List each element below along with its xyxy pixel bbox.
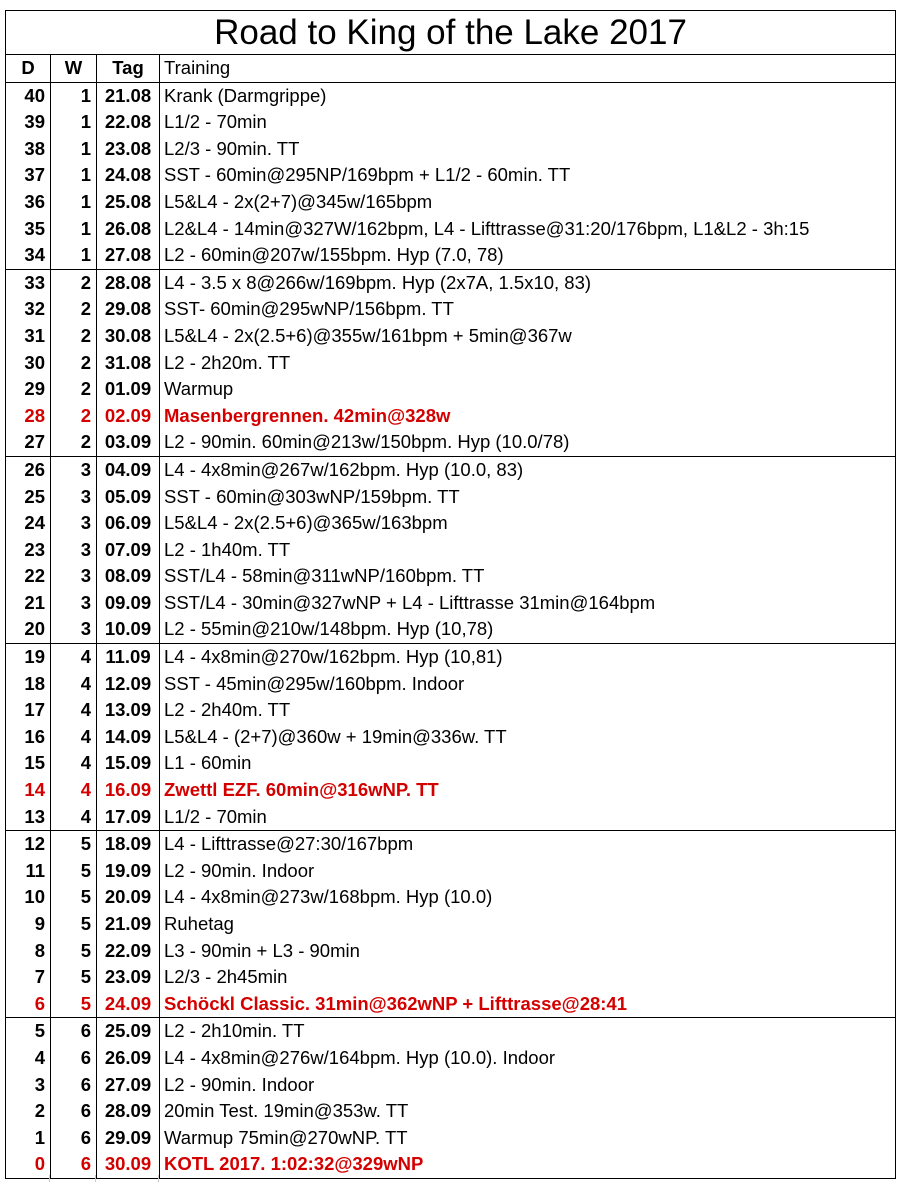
week-cell: 1 <box>51 242 97 269</box>
training-cell: L5&L4 - 2x(2.5+6)@355w/161bpm + 5min@367w <box>160 323 896 350</box>
day-cell: 33 <box>6 269 51 296</box>
table-row <box>6 350 896 377</box>
week-cell: 5 <box>51 884 97 911</box>
week-cell: 3 <box>51 563 97 590</box>
day-cell: 0 <box>6 1151 51 1178</box>
day-cell: 6 <box>6 991 51 1018</box>
week-cell: 4 <box>51 804 97 831</box>
training-cell: SST/L4 - 30min@327wNP + L4 - Lifttrasse 31min@164bpm <box>160 590 896 617</box>
table-row <box>6 858 896 885</box>
date-cell: 19.09 <box>97 858 160 885</box>
day-cell: 35 <box>6 216 51 243</box>
day-cell: 39 <box>6 109 51 136</box>
training-cell: SST - 45min@295w/160bpm. Indoor <box>160 671 896 698</box>
week-cell: 5 <box>51 831 97 858</box>
table-row <box>6 671 896 698</box>
training-cell: SST- 60min@295wNP/156bpm. TT <box>160 296 896 323</box>
day-cell: 7 <box>6 964 51 991</box>
column-header-training: Training <box>160 55 896 83</box>
table-row <box>6 189 896 216</box>
week-cell: 4 <box>51 777 97 804</box>
day-cell: 40 <box>6 82 51 109</box>
gridline <box>95 1175 96 1182</box>
week-cell: 2 <box>51 403 97 430</box>
date-cell: 28.09 <box>97 1098 160 1125</box>
day-cell: 22 <box>6 563 51 590</box>
date-cell: 02.09 <box>97 403 160 430</box>
week-cell: 2 <box>51 323 97 350</box>
week-cell: 3 <box>51 510 97 537</box>
training-cell: L4 - 3.5 x 8@266w/169bpm. Hyp (2x7A, 1.5x10, 83) <box>160 269 896 296</box>
day-cell: 9 <box>6 911 51 938</box>
week-cell: 3 <box>51 616 97 643</box>
day-cell: 5 <box>6 1018 51 1045</box>
date-cell: 29.08 <box>97 296 160 323</box>
week-cell: 6 <box>51 1125 97 1152</box>
date-cell: 30.08 <box>97 323 160 350</box>
table-row <box>6 724 896 751</box>
week-cell: 2 <box>51 429 97 456</box>
date-cell: 15.09 <box>97 750 160 777</box>
day-cell: 1 <box>6 1125 51 1152</box>
table-row <box>6 537 896 564</box>
day-cell: 2 <box>6 1098 51 1125</box>
week-cell: 1 <box>51 109 97 136</box>
training-table <box>5 10 896 1179</box>
date-cell: 14.09 <box>97 724 160 751</box>
training-cell: L1/2 - 70min <box>160 109 896 136</box>
training-cell: SST/L4 - 58min@311wNP/160bpm. TT <box>160 563 896 590</box>
training-cell: L2/3 - 2h45min <box>160 964 896 991</box>
week-cell: 3 <box>51 537 97 564</box>
table-row <box>6 616 896 643</box>
table-row <box>6 456 896 483</box>
week-cell: 4 <box>51 724 97 751</box>
title-row <box>6 11 896 55</box>
day-cell: 34 <box>6 242 51 269</box>
table-row <box>6 831 896 858</box>
training-cell: L2/3 - 90min. TT <box>160 136 896 163</box>
table-row <box>6 242 896 269</box>
date-cell: 30.09 <box>97 1151 160 1178</box>
date-cell: 24.09 <box>97 991 160 1018</box>
training-cell: L5&L4 - (2+7)@360w + 19min@336w. TT <box>160 724 896 751</box>
table-row <box>6 697 896 724</box>
sheet-title: Road to King of the Lake 2017 <box>6 11 896 55</box>
date-cell: 22.09 <box>97 938 160 965</box>
table-body <box>6 11 896 1179</box>
table-row <box>6 269 896 296</box>
date-cell: 05.09 <box>97 484 160 511</box>
table-row <box>6 162 896 189</box>
training-cell: KOTL 2017. 1:02:32@329wNP <box>160 1151 896 1178</box>
gridline <box>49 1175 50 1182</box>
gridline <box>158 1175 159 1182</box>
day-cell: 25 <box>6 484 51 511</box>
training-cell: SST - 60min@295NP/169bpm + L1/2 - 60min. TT <box>160 162 896 189</box>
table-row <box>6 1098 896 1125</box>
day-cell: 24 <box>6 510 51 537</box>
training-cell: L4 - 4x8min@273w/168bpm. Hyp (10.0) <box>160 884 896 911</box>
table-row <box>6 376 896 403</box>
date-cell: 03.09 <box>97 429 160 456</box>
day-cell: 29 <box>6 376 51 403</box>
day-cell: 32 <box>6 296 51 323</box>
table-row <box>6 296 896 323</box>
week-cell: 2 <box>51 296 97 323</box>
training-cell: L3 - 90min + L3 - 90min <box>160 938 896 965</box>
day-cell: 10 <box>6 884 51 911</box>
day-cell: 18 <box>6 671 51 698</box>
day-cell: 3 <box>6 1072 51 1099</box>
week-cell: 6 <box>51 1045 97 1072</box>
day-cell: 37 <box>6 162 51 189</box>
week-cell: 5 <box>51 964 97 991</box>
training-cell: L2&L4 - 14min@327W/162bpm, L4 - Lifttrasse@31:20/176bpm, L1&L2 - 3h:15 <box>160 216 896 243</box>
table-row <box>6 1018 896 1045</box>
week-cell: 3 <box>51 590 97 617</box>
day-cell: 15 <box>6 750 51 777</box>
training-cell: L4 - Lifttrasse@27:30/167bpm <box>160 831 896 858</box>
date-cell: 20.09 <box>97 884 160 911</box>
week-cell: 5 <box>51 938 97 965</box>
week-cell: 2 <box>51 269 97 296</box>
table-row <box>6 804 896 831</box>
date-cell: 24.08 <box>97 162 160 189</box>
table-row <box>6 563 896 590</box>
table-row <box>6 1072 896 1099</box>
day-cell: 11 <box>6 858 51 885</box>
column-header-tag: Tag <box>97 55 160 83</box>
date-cell: 23.09 <box>97 964 160 991</box>
date-cell: 12.09 <box>97 671 160 698</box>
day-cell: 28 <box>6 403 51 430</box>
table-row <box>6 216 896 243</box>
table-row <box>6 510 896 537</box>
training-cell: L2 - 1h40m. TT <box>160 537 896 564</box>
header-row <box>6 55 896 83</box>
day-cell: 14 <box>6 777 51 804</box>
week-cell: 6 <box>51 1018 97 1045</box>
training-cell: L5&L4 - 2x(2.5+6)@365w/163bpm <box>160 510 896 537</box>
day-cell: 31 <box>6 323 51 350</box>
week-cell: 1 <box>51 136 97 163</box>
table-row <box>6 1151 896 1178</box>
week-cell: 1 <box>51 82 97 109</box>
date-cell: 08.09 <box>97 563 160 590</box>
table-row <box>6 911 896 938</box>
column-header-d: D <box>6 55 51 83</box>
day-cell: 27 <box>6 429 51 456</box>
training-cell: Schöckl Classic. 31min@362wNP + Lifttrasse@28:41 <box>160 991 896 1018</box>
week-cell: 3 <box>51 484 97 511</box>
training-cell: L2 - 2h20m. TT <box>160 350 896 377</box>
date-cell: 16.09 <box>97 777 160 804</box>
training-cell: L4 - 4x8min@270w/162bpm. Hyp (10,81) <box>160 644 896 671</box>
training-cell: L2 - 90min. 60min@213w/150bpm. Hyp (10.0/78) <box>160 429 896 456</box>
table-row <box>6 323 896 350</box>
day-cell: 36 <box>6 189 51 216</box>
training-cell: Masenbergrennen. 42min@328w <box>160 403 896 430</box>
training-cell: 20min Test. 19min@353w. TT <box>160 1098 896 1125</box>
day-cell: 38 <box>6 136 51 163</box>
day-cell: 12 <box>6 831 51 858</box>
training-cell: L4 - 4x8min@267w/162bpm. Hyp (10.0, 83) <box>160 456 896 483</box>
day-cell: 4 <box>6 1045 51 1072</box>
training-cell: Ruhetag <box>160 911 896 938</box>
week-cell: 5 <box>51 991 97 1018</box>
date-cell: 11.09 <box>97 644 160 671</box>
week-cell: 2 <box>51 350 97 377</box>
day-cell: 21 <box>6 590 51 617</box>
date-cell: 17.09 <box>97 804 160 831</box>
day-cell: 26 <box>6 456 51 483</box>
training-cell: L2 - 55min@210w/148bpm. Hyp (10,78) <box>160 616 896 643</box>
training-cell: L2 - 2h10min. TT <box>160 1018 896 1045</box>
week-cell: 4 <box>51 644 97 671</box>
training-cell: L2 - 90min. Indoor <box>160 858 896 885</box>
day-cell: 17 <box>6 697 51 724</box>
training-cell: L4 - 4x8min@276w/164bpm. Hyp (10.0). Indoor <box>160 1045 896 1072</box>
table-row <box>6 136 896 163</box>
day-cell: 13 <box>6 804 51 831</box>
table-row <box>6 884 896 911</box>
column-header-w: W <box>51 55 97 83</box>
table-row <box>6 777 896 804</box>
training-cell: Warmup 75min@270wNP. TT <box>160 1125 896 1152</box>
date-cell: 01.09 <box>97 376 160 403</box>
table-row <box>6 109 896 136</box>
table-row <box>6 938 896 965</box>
date-cell: 27.09 <box>97 1072 160 1099</box>
training-cell: SST - 60min@303wNP/159bpm. TT <box>160 484 896 511</box>
week-cell: 1 <box>51 189 97 216</box>
day-cell: 8 <box>6 938 51 965</box>
date-cell: 18.09 <box>97 831 160 858</box>
week-cell: 2 <box>51 376 97 403</box>
week-cell: 3 <box>51 456 97 483</box>
date-cell: 26.08 <box>97 216 160 243</box>
training-cell: L2 - 90min. Indoor <box>160 1072 896 1099</box>
table-row <box>6 590 896 617</box>
week-cell: 1 <box>51 162 97 189</box>
table-row <box>6 1125 896 1152</box>
training-cell: Zwettl EZF. 60min@316wNP. TT <box>160 777 896 804</box>
training-cell: Krank (Darmgrippe) <box>160 82 896 109</box>
table-row <box>6 403 896 430</box>
table-row <box>6 429 896 456</box>
day-cell: 30 <box>6 350 51 377</box>
date-cell: 26.09 <box>97 1045 160 1072</box>
week-cell: 1 <box>51 216 97 243</box>
training-cell: L2 - 60min@207w/155bpm. Hyp (7.0, 78) <box>160 242 896 269</box>
date-cell: 07.09 <box>97 537 160 564</box>
week-cell: 5 <box>51 858 97 885</box>
date-cell: 13.09 <box>97 697 160 724</box>
date-cell: 21.09 <box>97 911 160 938</box>
week-cell: 6 <box>51 1151 97 1178</box>
table-row <box>6 484 896 511</box>
table-row <box>6 82 896 109</box>
training-cell: L1/2 - 70min <box>160 804 896 831</box>
date-cell: 25.09 <box>97 1018 160 1045</box>
date-cell: 06.09 <box>97 510 160 537</box>
day-cell: 23 <box>6 537 51 564</box>
week-cell: 4 <box>51 750 97 777</box>
day-cell: 19 <box>6 644 51 671</box>
date-cell: 27.08 <box>97 242 160 269</box>
date-cell: 23.08 <box>97 136 160 163</box>
date-cell: 29.09 <box>97 1125 160 1152</box>
date-cell: 10.09 <box>97 616 160 643</box>
date-cell: 04.09 <box>97 456 160 483</box>
table-row <box>6 991 896 1018</box>
training-cell: L5&L4 - 2x(2+7)@345w/165bpm <box>160 189 896 216</box>
date-cell: 31.08 <box>97 350 160 377</box>
table-row <box>6 964 896 991</box>
week-cell: 6 <box>51 1098 97 1125</box>
week-cell: 5 <box>51 911 97 938</box>
date-cell: 21.08 <box>97 82 160 109</box>
day-cell: 20 <box>6 616 51 643</box>
date-cell: 09.09 <box>97 590 160 617</box>
training-cell: Warmup <box>160 376 896 403</box>
date-cell: 22.08 <box>97 109 160 136</box>
date-cell: 25.08 <box>97 189 160 216</box>
week-cell: 4 <box>51 697 97 724</box>
training-cell: L2 - 2h40m. TT <box>160 697 896 724</box>
table-row <box>6 644 896 671</box>
week-cell: 6 <box>51 1072 97 1099</box>
date-cell: 28.08 <box>97 269 160 296</box>
training-cell: L1 - 60min <box>160 750 896 777</box>
table-row <box>6 1045 896 1072</box>
table-row <box>6 750 896 777</box>
day-cell: 16 <box>6 724 51 751</box>
week-cell: 4 <box>51 671 97 698</box>
